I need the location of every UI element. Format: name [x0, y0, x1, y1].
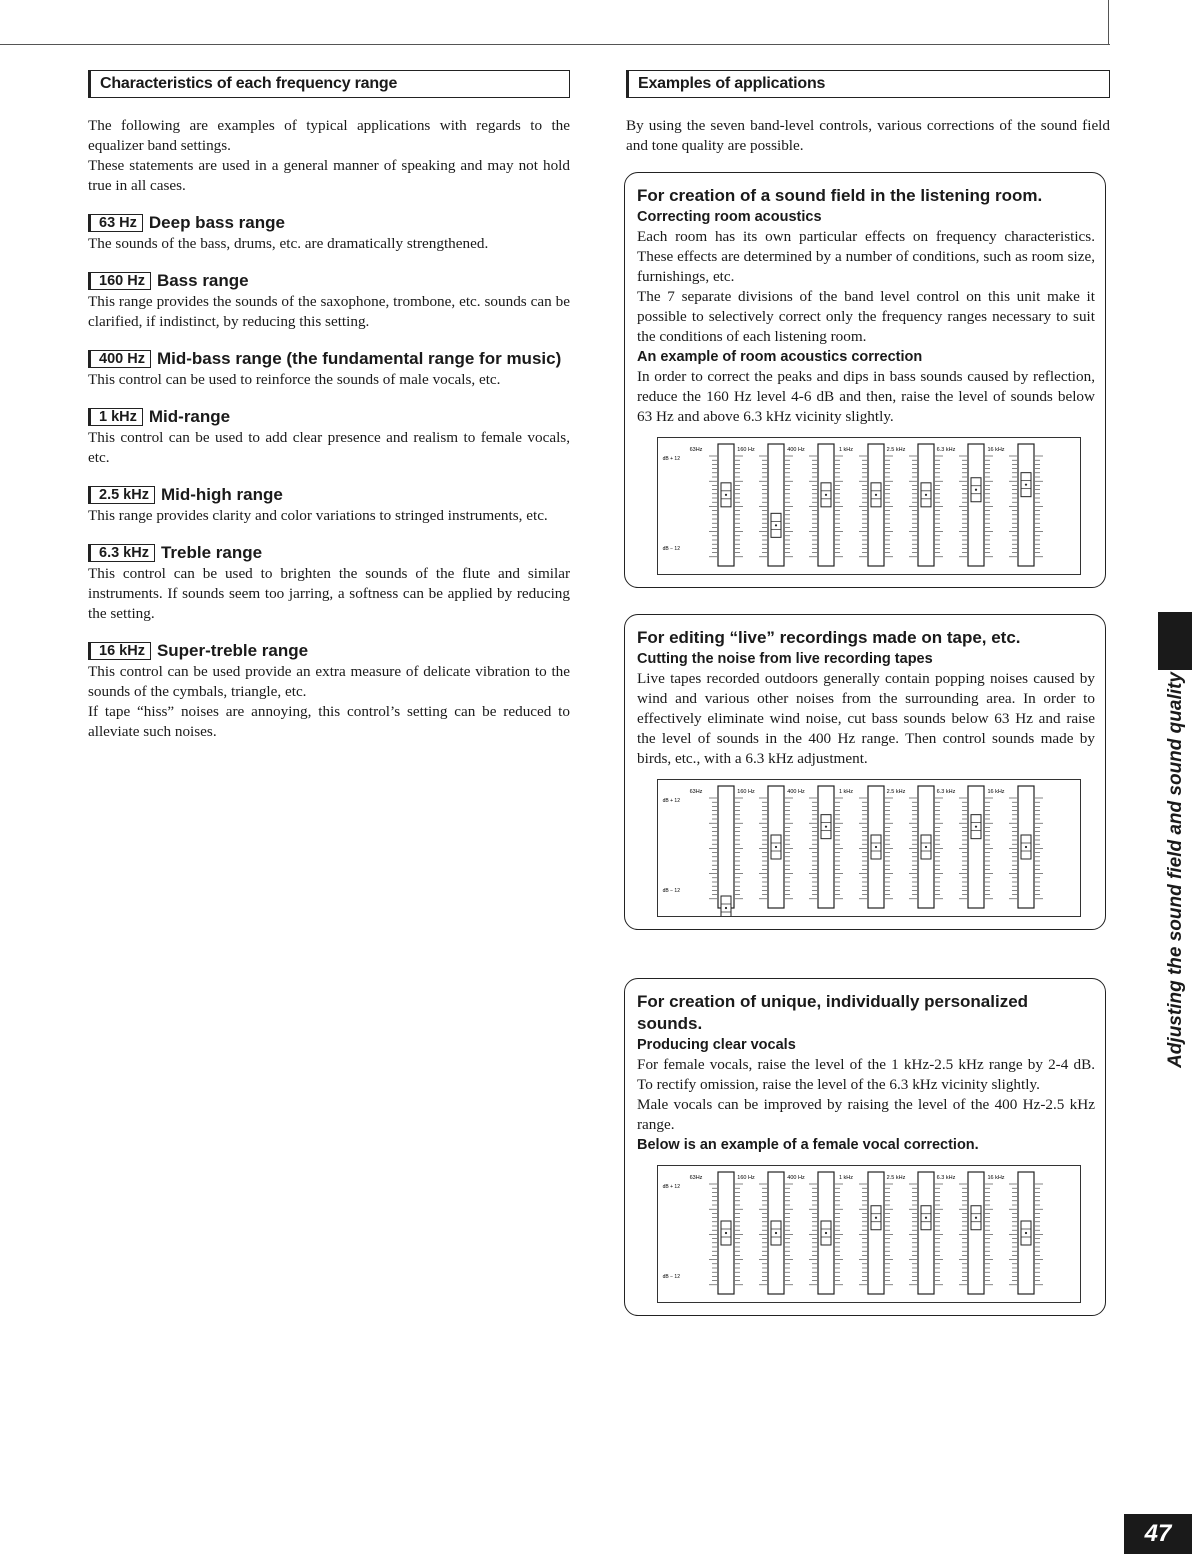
range-description: This control can be used to add clear presence and realism to female vocals, etc.: [88, 429, 570, 466]
left-column: [88, 70, 570, 742]
chapter-tab: [1158, 612, 1192, 670]
range-1khz: [88, 406, 570, 468]
band-label: 1 kHz: [838, 447, 854, 453]
knob-dot: [1025, 1232, 1027, 1234]
band-label: 63Hz: [689, 447, 703, 453]
frequency-tag: 1 kHz: [88, 408, 143, 426]
page-number: 47: [1124, 1514, 1192, 1554]
right-intro: By using the seven band-level controls, various corrections of the sound field and tone quality are possible.: [626, 117, 1110, 154]
box-title: For creation of unique, individually personalized sounds.: [637, 992, 1029, 1033]
range-description: This control can be used provide an extra measure of delicate vibration to the sounds of the cymbals, triangle, etc.: [88, 663, 570, 700]
range-title: Super-treble range: [156, 641, 309, 660]
equalizer-diagram: [657, 1165, 1081, 1303]
chapter-side-label: Adjusting the sound field and sound quality: [1165, 672, 1186, 1068]
slider-track: [968, 786, 984, 908]
box-paragraph: Live tapes recorded outdoors generally contain popping noises caused by wind and various other noises from the surrounding area. In order to effectively eliminate wind noise, cut bass sounds below 63 Hz and raise the level of sounds in the 400 Hz range. Then control sounds made by birds, etc., with a 6.3 kHz adjustment.: [637, 670, 1095, 767]
knob-dot: [925, 846, 927, 848]
box-subtitle: Below is an example of a female vocal correction.: [637, 1137, 979, 1153]
frequency-tag: 16 kHz: [88, 642, 151, 660]
box-subtitle: Correcting room acoustics: [637, 209, 822, 225]
top-right-rule: [1108, 0, 1109, 45]
band-label: 63Hz: [689, 1175, 703, 1181]
section-header-examples: Examples of applications: [626, 70, 1110, 98]
box-paragraph: Each room has its own particular effects on frequency characteristics. These effects are determined by a number of conditions, such as room size, furnishings, etc.: [637, 228, 1095, 285]
box-paragraph: Male vocals can be improved by raising the level of the 400 Hz-2.5 kHz range.: [637, 1096, 1095, 1133]
range-160hz: [88, 270, 570, 332]
box-paragraph: For female vocals, raise the level of the 1 kHz-2.5 kHz range by 2-4 dB. To rectify omission, raise the level of the 6.3 kHz vicinity slightly.: [637, 1056, 1095, 1093]
range-2-5khz: [88, 484, 570, 526]
frequency-tag: 63 Hz: [88, 214, 143, 232]
example-box-live-recordings: [624, 614, 1106, 930]
knob-dot: [725, 494, 727, 496]
band-label: 63Hz: [689, 789, 703, 795]
box-subtitle: An example of room acoustics correction: [637, 349, 923, 365]
equalizer-diagram: [657, 779, 1081, 917]
band-label: 2.5 kHz: [886, 447, 906, 453]
band-label: 160 Hz: [737, 447, 755, 453]
equalizer-sliders: [658, 780, 1080, 916]
knob-dot: [1025, 484, 1027, 486]
knob-dot: [925, 1217, 927, 1219]
slider-track: [968, 444, 984, 566]
range-title: Treble range: [160, 543, 263, 562]
knob-dot: [975, 489, 977, 491]
slider-track: [968, 1172, 984, 1294]
slider-knob: [721, 896, 731, 916]
box-subtitle: Producing clear vocals: [637, 1037, 796, 1053]
equalizer-diagram: [657, 437, 1081, 575]
example-box-personalized-sounds: [624, 978, 1106, 1316]
range-title: Mid-high range: [160, 485, 283, 504]
range-description: This control can be used to reinforce the sounds of male vocals, etc.: [88, 371, 501, 388]
knob-dot: [825, 826, 827, 828]
range-6-3khz: [88, 542, 570, 624]
knob-dot: [775, 846, 777, 848]
knob-dot: [725, 907, 727, 909]
band-label: 1 kHz: [838, 1175, 854, 1181]
knob-dot: [775, 524, 777, 526]
slider-track: [818, 786, 834, 908]
knob-dot: [825, 494, 827, 496]
knob-dot: [925, 494, 927, 496]
band-label: 16 kHz: [987, 447, 1005, 453]
range-title: Bass range: [156, 271, 249, 290]
intro-paragraph: These statements are used in a general manner of speaking and may not hold true in all cases.: [88, 157, 570, 194]
box-paragraph: The 7 separate divisions of the band level control on this unit make it possible to selectively correct only the frequency ranges necessary to suit the conditions of each listening room.: [637, 288, 1095, 345]
range-title: Deep bass range: [148, 213, 285, 232]
slider-track: [718, 786, 734, 908]
intro-paragraph: The following are examples of typical applications with regards to the equalizer band settings.: [88, 117, 570, 154]
band-label: 1 kHz: [838, 789, 854, 795]
band-label: 2.5 kHz: [886, 1175, 906, 1181]
range-description: This range provides clarity and color variations to stringed instruments, etc.: [88, 507, 548, 524]
range-63hz: [88, 212, 570, 254]
frequency-tag: 2.5 kHz: [88, 486, 155, 504]
slider-track: [768, 444, 784, 566]
box-title: For editing “live” recordings made on tape, etc.: [637, 628, 1021, 647]
band-label: 160 Hz: [737, 1175, 755, 1181]
slider-track: [1018, 444, 1034, 566]
left-intro: [88, 116, 570, 196]
box-subtitle: Cutting the noise from live recording tapes: [637, 651, 933, 667]
equalizer-sliders: [658, 438, 1080, 574]
right-column: [626, 70, 1110, 156]
band-label: 16 kHz: [987, 1175, 1005, 1181]
band-label: 6.3 kHz: [936, 789, 956, 795]
knob-dot: [725, 1232, 727, 1234]
range-title: Mid-range: [148, 407, 231, 426]
db-top-label: dB + 12: [662, 1184, 680, 1190]
range-title: Mid-bass range (the fundamental range for music): [156, 349, 562, 368]
band-label: 160 Hz: [737, 789, 755, 795]
band-label: 6.3 kHz: [936, 1175, 956, 1181]
band-label: 400 Hz: [787, 1175, 805, 1181]
slider-track: [918, 1172, 934, 1294]
range-description: This control can be used to brighten the sounds of the flute and similar instruments. If sounds seem too jarring, a softness can be applied by reducing the setting.: [88, 565, 570, 622]
knob-dot: [875, 1217, 877, 1219]
knob-dot: [825, 1232, 827, 1234]
range-description: If tape “hiss” noises are annoying, this control’s setting can be reduced to alleviate such noises.: [88, 703, 570, 740]
range-description: This range provides the sounds of the saxophone, trombone, etc. sounds can be clarified, if indistinct, by reducing this setting.: [88, 293, 570, 330]
frequency-tag: 400 Hz: [88, 350, 151, 368]
db-bottom-label: dB − 12: [662, 1274, 680, 1280]
db-top-label: dB + 12: [662, 798, 680, 804]
range-description: The sounds of the bass, drums, etc. are dramatically strengthened.: [88, 235, 489, 252]
frequency-tag: 160 Hz: [88, 272, 151, 290]
db-top-label: dB + 12: [662, 456, 680, 462]
db-bottom-label: dB − 12: [662, 546, 680, 552]
band-label: 16 kHz: [987, 789, 1005, 795]
box-paragraph: In order to correct the peaks and dips in bass sounds caused by reflection, reduce the 160 Hz level 4-6 dB and then, raise the level of sounds below 63 Hz and above 6.3 kHz vicinity slightly.: [637, 368, 1095, 425]
knob-dot: [875, 846, 877, 848]
knob-dot: [875, 494, 877, 496]
top-rule: [0, 44, 1110, 45]
slider-track: [868, 1172, 884, 1294]
range-16khz: [88, 640, 570, 742]
knob-dot: [775, 1232, 777, 1234]
band-label: 2.5 kHz: [886, 789, 906, 795]
example-box-listening-room: [624, 172, 1106, 588]
knob-dot: [975, 1217, 977, 1219]
knob-dot: [1025, 846, 1027, 848]
section-header-characteristics: Characteristics of each frequency range: [88, 70, 570, 98]
band-label: 400 Hz: [787, 789, 805, 795]
knob-dot: [975, 826, 977, 828]
equalizer-sliders: [658, 1166, 1080, 1302]
band-label: 6.3 kHz: [936, 447, 956, 453]
range-400hz: [88, 348, 570, 390]
db-bottom-label: dB − 12: [662, 888, 680, 894]
band-label: 400 Hz: [787, 447, 805, 453]
box-title: For creation of a sound field in the listening room.: [637, 186, 1043, 205]
frequency-tag: 6.3 kHz: [88, 544, 155, 562]
